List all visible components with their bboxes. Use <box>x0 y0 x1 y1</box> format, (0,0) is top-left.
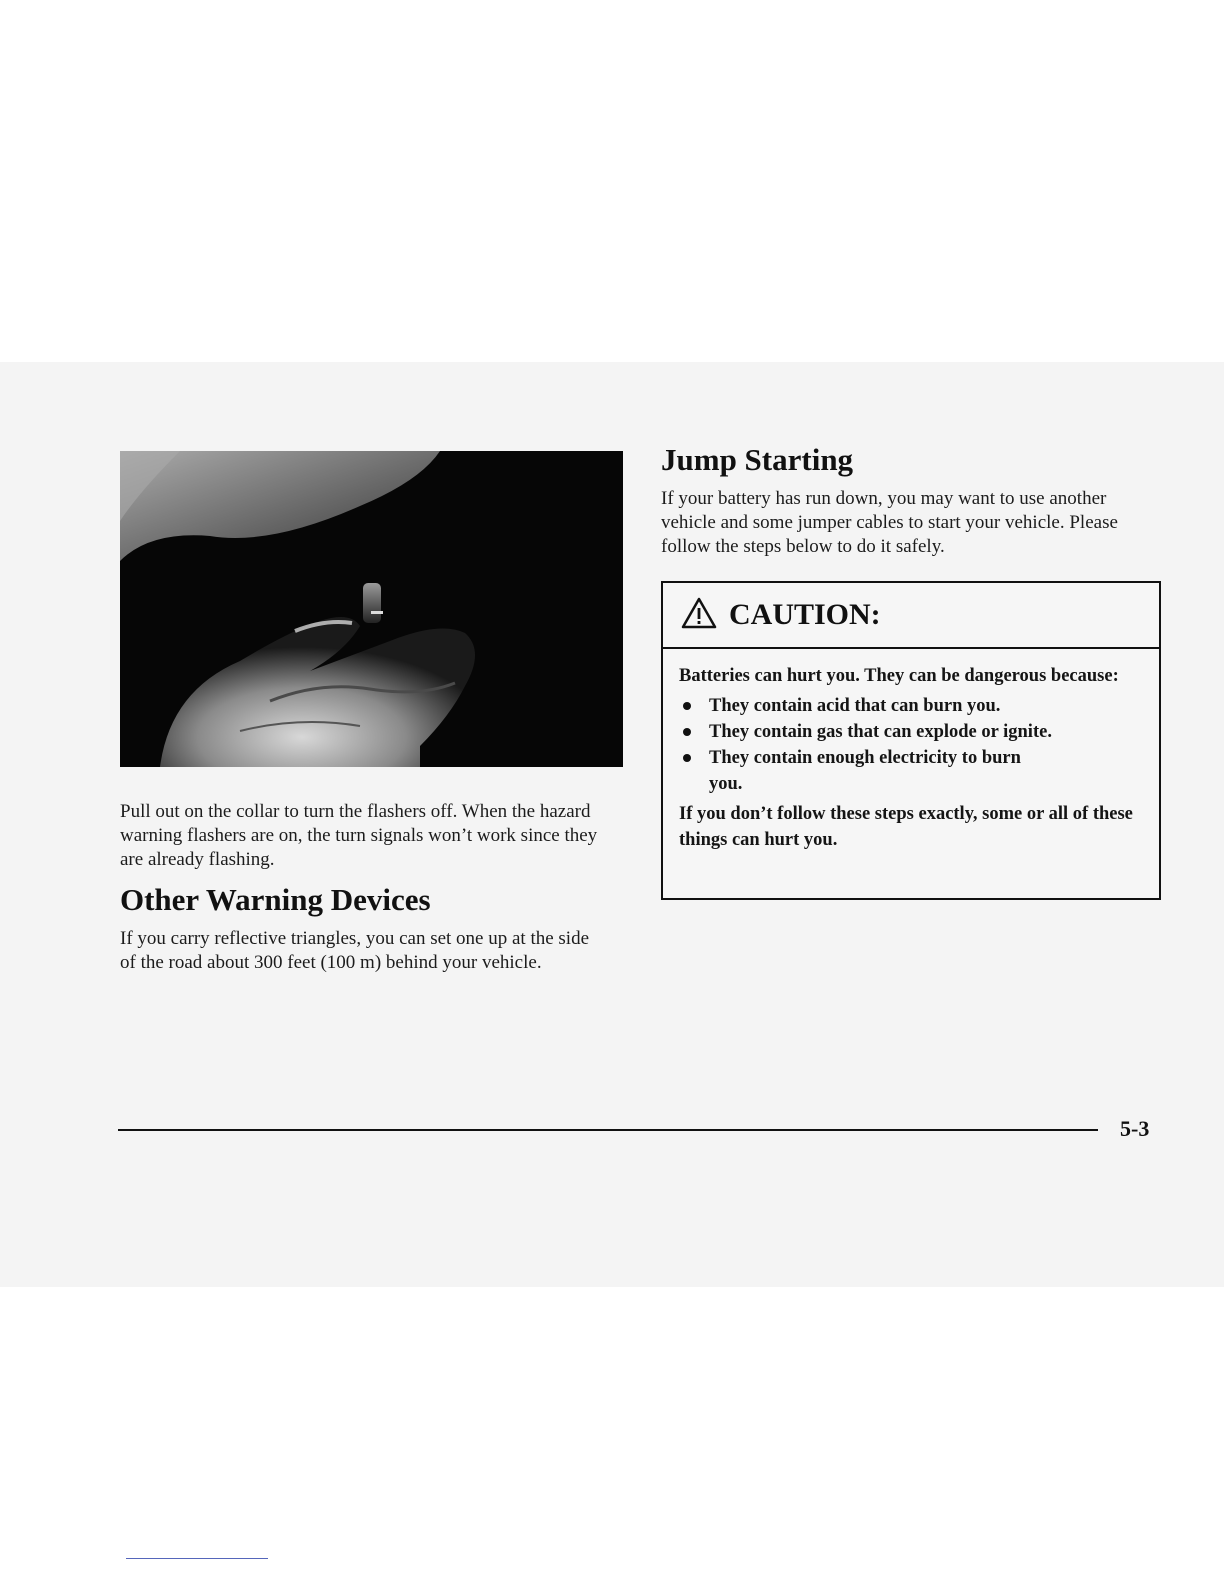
bottom-rule-mark <box>126 1558 268 1559</box>
footer-rule <box>118 1129 1098 1131</box>
caution-intro: Batteries can hurt you. They can be dangerous because: <box>679 666 1119 686</box>
caution-header <box>663 583 1159 649</box>
flasher-caption: Pull out on the collar to turn the flashers off. When the hazard warning flashers are on, the turn signals won’t work since they are already flashing. <box>120 801 598 870</box>
other-warning-devices-text: If you carry reflective triangles, you can set one up at the side of the road about 300 feet (100 m) behind your vehicle. <box>120 928 590 973</box>
caution-closing: If you don’t follow these steps exactly, some or all of these things can hurt you. <box>679 804 1133 850</box>
jump-starting-text: If your battery has run down, you may want to use another vehicle and some jumper cables to start your vehicle. Please follow the steps below to do it safely. <box>661 488 1118 557</box>
caution-item: They contain acid that can burn you. <box>679 693 1143 719</box>
hazard-flasher-photo <box>120 451 623 767</box>
jump-starting-title: Jump Starting <box>661 442 854 477</box>
warning-triangle-icon <box>681 597 717 634</box>
caution-box <box>661 581 1161 900</box>
caution-item: They contain gas that can explode or ignite. <box>679 719 1143 745</box>
caution-body <box>663 649 1159 853</box>
page-number: 5-3 <box>1120 1116 1150 1141</box>
other-warning-devices-title: Other Warning Devices <box>120 882 431 917</box>
caution-list <box>679 693 1143 797</box>
caution-item: They contain enough electricity to burn you. <box>679 745 1039 797</box>
caution-title: CAUTION: <box>729 598 881 631</box>
